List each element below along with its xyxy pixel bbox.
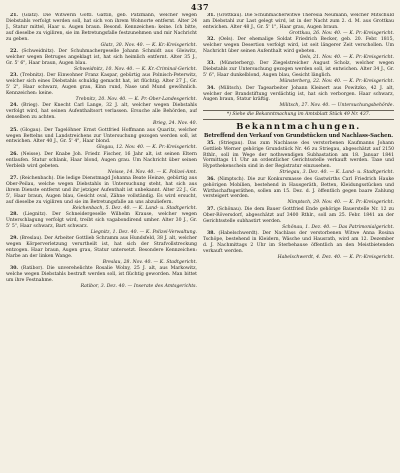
notice-signature: Habelschwerdt, 4. Dez. 40. — K. Pr.-Kreisgericht. <box>277 254 394 260</box>
notice-entry <box>6 176 197 211</box>
notice-signature: Brieg, 24. Nov. 40. <box>152 121 197 127</box>
column-rule <box>203 119 394 120</box>
notice-text: (Oels). Der ehemalige Soldat Friedrich Becker, geb. 20. Febr. 1815, welcher wegen Desertion verfolgt wird, ist seit längerer Zeit verschollen. Um Nachricht über seinen Aufenthalt wird gebeten. <box>203 37 394 55</box>
notice-signature: Schweidnitz, 10. Nov. 40. — K. Kr.-Criminal-Gericht. <box>74 66 197 72</box>
notice-number: 36. <box>207 176 215 182</box>
notice-entry <box>203 61 394 85</box>
notice-text: (Breslau). Der Arbeiter Gottlieb Schramm aus Hundsfeld, 38 J. alt, welcher wegen Körperverletzung verurtheilt ist, hat sich der Strafvollstreckung entzogen. Haar braun, Augen grau, Statur untersetzt. Besondere Kennzeichen: Narbe an der linken Wange. <box>6 236 197 259</box>
notice-entry <box>6 212 197 236</box>
notice-signature: Militsch, 27. Nov. 40. — Untersuchungsbehörde. <box>279 103 394 109</box>
notice-text: (Schweidnitz). Der Schuhmachergeselle Johann Schmidt aus Gleiwitz, welcher wegen Betruges angeklagt ist, hat sich heimlich entfernt. Alter 35 J., Gr. 5' 6", Haar braun, Augen blau. <box>6 49 197 66</box>
notice-entry <box>6 49 197 73</box>
notice-signature: Ratibor, 3. Dez. 40. — Inserate des Amtsgerichts. <box>80 284 197 290</box>
notice-number: 35. <box>207 140 215 146</box>
notice-entry <box>203 231 394 261</box>
notice-entry <box>6 13 197 48</box>
notice-entry <box>6 152 197 176</box>
notice-signature: Nimptsch, 29. Nov. 40. — K. Pr.-Kreisgericht. <box>287 200 394 206</box>
page-number: 437 <box>190 2 210 12</box>
notice-number: 29. <box>10 236 18 242</box>
notice-number: 28. <box>10 212 18 218</box>
notice-signature: Breslau, 28. Nov. 40. — K. Stadtgericht. <box>102 259 197 265</box>
notice-text: (Trebnitz). Der Einwohner Franz Kaspar, gebürtig aus Polnisch-Peterwitz, welcher sich eines Diebstahls schuldig gemacht hat, ist flüchtig. Alter 27 J., Gr. 5' 2", Haar schwarz, Augen grau, Kinn rund, Nase und Mund gewöhnlich. Kennzeichen: keine. <box>6 73 197 96</box>
notice-text: (Glatz). Die Witwerin Gottl. Gattin, geb. Patzmann, welcher wegen Diebstahls verfolgt werden soll, hat sich von ihrem Wohnorte entfernt. Alter 24 J., Statur mittel, Haar u. Augen braun. Besond. Kennzeichen: keine. Ich bitte, auf dieselbe zu vigiliren, sie im Betretungsfalle festzunehmen und mir Nachricht zu geben. <box>6 13 197 42</box>
notice-number: 32. <box>207 37 215 43</box>
notice-signature: Glatz, 30. Nov. 40. — K. Kr.-Kreisgericht. <box>100 42 197 48</box>
notice-text: (Grottkau). Die Schuhmacherwitwe Theresia Neumann, welcher Mitschuld am Diebstahl zur Last gelegt wird, ist in der Nacht zum 2. d. M. aus Grottkau entwichen. Alter 48 J., Gr. 5' 1", Haar grau, Augen braun. <box>203 13 394 30</box>
section-title: Bekanntmachungen. <box>236 122 361 133</box>
notice-signature: Striegau, 3. Dez. 40. — K. Land- u. Stadtgericht. <box>279 170 394 176</box>
notice-number: 24. <box>10 103 18 109</box>
notice-entry <box>203 86 394 110</box>
right-column <box>203 13 394 469</box>
notice-number: 37. <box>207 206 215 212</box>
notice-signature: Oels, 21. Nov. 40. — K. Pr.-Kreisgericht. <box>299 54 394 60</box>
notice-number: 21. <box>10 13 18 18</box>
notice-number: 26. <box>10 151 18 157</box>
notice-signature: Neisse, 14. Nov. 40. — K. Polizei-Amt. <box>107 169 197 175</box>
left-column <box>6 13 197 469</box>
notice-text: (Militsch). Der Tagearbeiter Johann Kleinert aus Powitzko, 42 J. alt, welcher der Brandstiftung verdächtig ist, hat sich verborgen. Haar schwarz, Augen braun, Statur kräftig. <box>203 85 394 103</box>
notice-text: (Schönau). Die dem Bauer Gottfried Ende gehörige Bauerstelle Nr. 12 zu Ober-Röversdorf, abgeschätzt auf 3400 Rthlr., soll am 25. Febr. 1841 an der Gerichtsstelle subhastirt werden. <box>203 206 394 224</box>
notice-entry <box>203 37 394 61</box>
notice-line: *) Siehe die Bekanntmachung im Amtsblatt Stück 49 Nr. 437. <box>226 112 371 118</box>
notice-entry <box>203 177 394 207</box>
notice-entry <box>203 141 394 176</box>
notice-text: (Striegau). Das zum Nachlasse des verstorbenen Kaufmanns Johann Gottlieb Werner gehörige Grundstück Nr. 46 zu Striegau, abgeschätzt auf 2150 Rthlr., soll im Wege der nothwendigen Subhastation am 18. Januar 1841 Vormittags 11 Uhr an ordentlicher Gerichtsstelle verkauft werden. Taxe und Hypothekenschein sind in der Registratur einzusehen. <box>203 140 394 170</box>
notice-entry <box>6 128 197 152</box>
notice-entry <box>6 236 197 266</box>
notice-text: (Glogau). Der Tagelöhner Ernst Gottfried Hoffmann aus Quaritz, welcher wegen Bettelns und Landstreichens zur Untersuchung gezogen werden soll, ist entwichen. Alter 40 J., Gr. 5' 4", Haar blond. <box>6 127 197 145</box>
notice-signature: Münsterberg, 22. Nov. 40. — K. Pr.-Kreisgericht. <box>279 79 394 85</box>
notice-number: 38. <box>207 231 215 237</box>
right-column-notices <box>203 13 394 109</box>
notice-number: 31. <box>207 13 215 18</box>
notice-entry <box>203 207 394 231</box>
notice-text: (Brieg). Der Knecht Carl Lange, 32 J. alt, welcher wegen Diebstahls verfolgt wird, hat seinen Aufenthaltsort verlassen. Ersuche alle Behörden, auf denselben zu achten. <box>6 103 197 121</box>
notice-number: 34. <box>207 85 215 91</box>
notice-number: 27. <box>10 176 18 182</box>
notice-entry <box>6 73 197 103</box>
page-columns <box>6 13 394 469</box>
notice-signature: Glogau, 12. Nov. 40. — K. Pr.-Kreisgericht. <box>96 145 197 151</box>
notice-number: 23. <box>10 73 18 79</box>
right-column-announcements <box>203 141 394 261</box>
notice-text: (Nimptsch). Die zur Konkursmasse des Gastwirths Carl Friedrich Hauke gehörigen Mobilien, bestehend in Hausgeräth, Betten, Kleidungsstücken und Wirthschaftsgeräthen, sollen am 15. Dez. d. J. öffentlich gegen baare Zahlung versteigert werden. <box>203 176 394 200</box>
notice-signature: Grottkau, 26. Nov. 40. — K. Pr.-Kreisgericht. <box>289 30 394 36</box>
notice-signature: Trebnitz, 20. Nov. 40. — K. Pr.-Ober-Landesgericht. <box>75 96 197 102</box>
notice-text: (Neisse). Der Knabe Joh. Friedr. Fischer, 16 Jahr alt, ist seinen Eltern entlaufen. Statur schlank, Haar blond, Augen grau. Um Nachricht über seinen Verbleib wird gebeten. <box>6 151 197 169</box>
notice-text: (Ratibor). Die unverehelichte Rosalie Wolny, 25 J. alt, aus Markowitz, welche wegen Diebstahls bestraft werden soll, ist flüchtig geworden. Man bittet um ihre Festnahme. <box>6 266 197 284</box>
notice-text: (Habelschwerdt). Der Nachlass der verstorbenen Witwe Anna Rosina Tschöpe, bestehend in Kleidern, Wäsche und Hausrath, wird am 12. Dezember d. J. Nachmittags 2 Uhr im Sterbehause öffentlich an den Meistbietenden verkauft werden. <box>203 231 394 254</box>
notice-number: 22. <box>10 49 18 55</box>
notice-text: (Liegnitz). Der Schneidergeselle Wilhelm Krause, welcher wegen Unterschlagung verfolgt wird, treibt sich vagabondirend umher. Alter 30 J., Gr. 5' 5", Haar schwarz, Bart schwarz. <box>6 212 197 229</box>
notice-signature: Reichenbach, 5. Dez. 40. — K. Land- u. Stadtgericht. <box>72 205 197 211</box>
notice-text: (Münsterberg). Der Ziegelstreicher August Scholz, welcher wegen Diebstahls zur Untersuchung gezogen werden soll, ist entwichen. Alter 34 J., Gr. 5' 6", Haar dunkelblond, Augen blau, Gesicht länglich. <box>203 61 394 79</box>
notice-text: (Reichenbach). Die ledige Dienstmagd Johanna Beate Heinze, gebürtig aus Ober-Peilau, welche wegen Diebstahls in Untersuchung steht, hat sich aus ihrem Dienste entfernt und ihr jetziger Aufenthalt ist unbekannt. Alter 22 J., Gr. 5', Haar braun, Augen blau, Gesicht oval, Zähne vollständig. Es wird ersucht, auf dieselbe zu vigiliren und sie im Betretungsfalle an uns abzuliefern. <box>6 176 197 205</box>
notice-entry <box>6 103 197 127</box>
notice-number: 25. <box>10 127 18 133</box>
notice-entry <box>6 266 197 290</box>
notice-signature: Schönau, 1. Dez. 40. — Das Patrimonialgericht. <box>282 224 394 230</box>
notice-signature: Liegnitz, 1. Dez. 40. — K. Polizei-Verwaltung. <box>90 229 197 235</box>
notice-number: 30. <box>10 266 18 272</box>
section-subtitle: Betreffend den Verkauf von Grundstücken und Nachlass-Sachen. <box>203 133 394 140</box>
notice-number: 33. <box>207 61 215 67</box>
notice-entry <box>203 13 394 37</box>
